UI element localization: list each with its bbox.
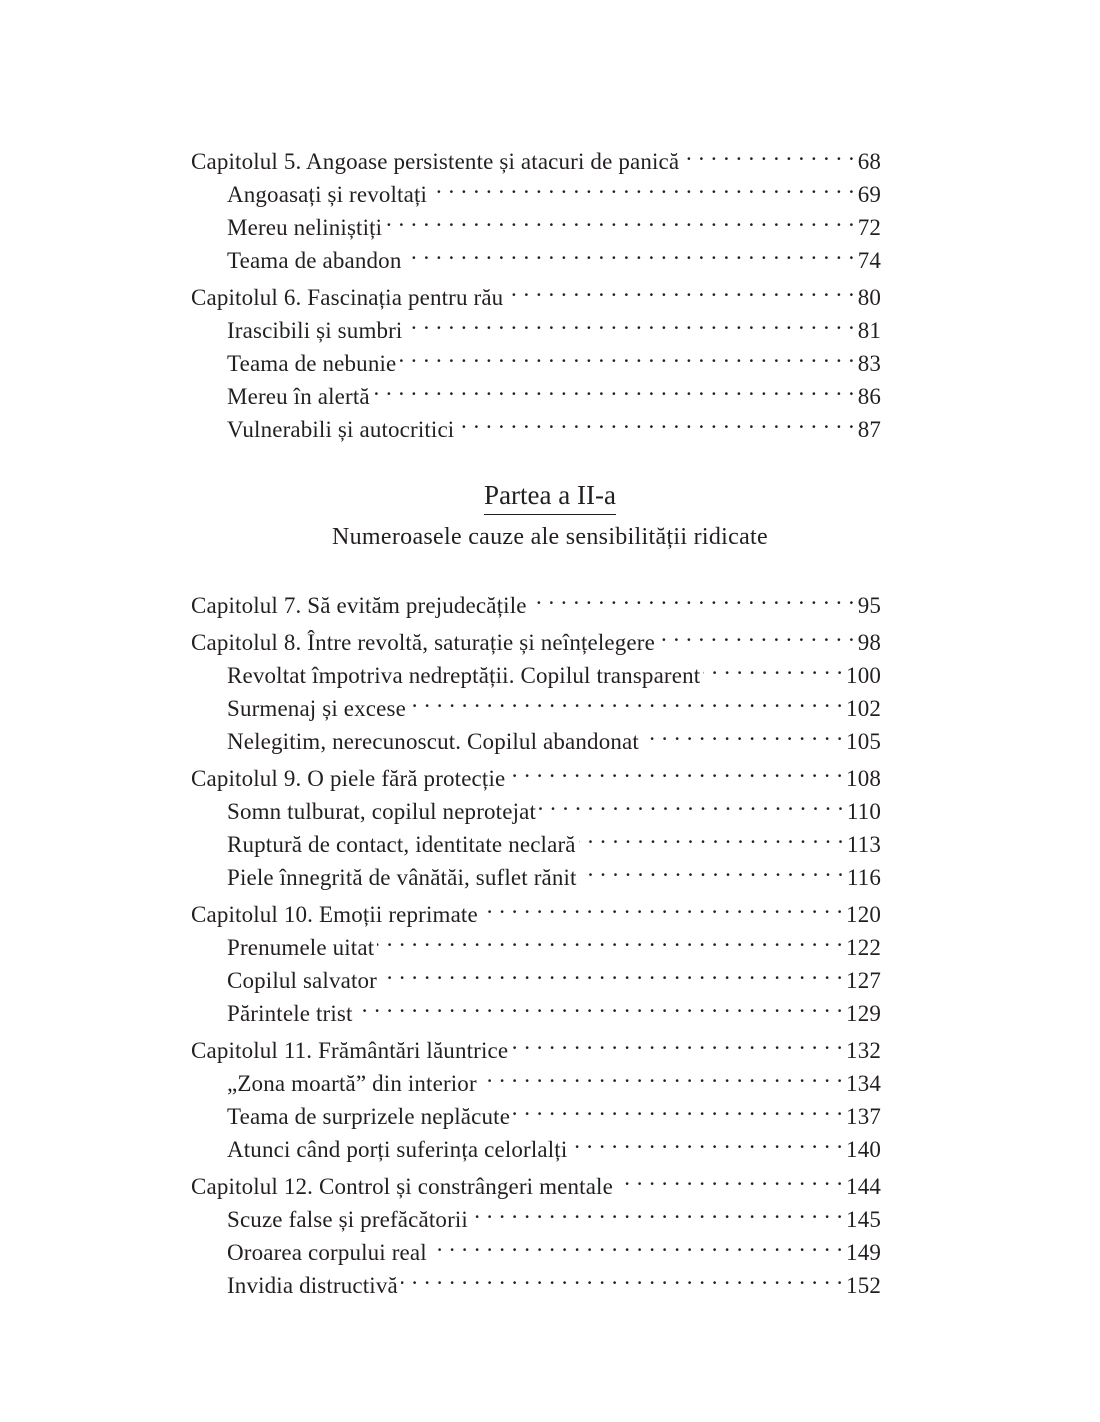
toc-entry-page-number: 100 — [846, 663, 881, 688]
toc-entry-page-number: 132 — [846, 1038, 881, 1063]
toc-section-part1 — [191, 136, 881, 442]
toc-entry-title: Capitolul 10. Emoții reprimate — [191, 902, 478, 927]
toc-entry-page-number: 145 — [846, 1207, 881, 1232]
dot-leader — [579, 819, 844, 852]
part-subtitle: Numeroasele cauze ale sensibilității ridicate — [332, 524, 768, 550]
toc-entry-page-number: 95 — [857, 593, 881, 618]
dot-leader — [682, 136, 854, 169]
toc-entry-title: Ruptură de contact, identitate neclară — [227, 832, 576, 857]
toc-entry-page-number: 87 — [857, 417, 881, 442]
dot-leader — [471, 1194, 843, 1227]
dot-leader — [409, 683, 843, 716]
toc-entry-title: Capitolul 8. Între revoltă, saturație și neînțelegere — [191, 630, 655, 655]
toc-entry-title: Capitolul 7. Să evităm prejudecățile — [191, 593, 527, 618]
toc-entry-page-number: 152 — [846, 1273, 881, 1298]
toc-entry-page-number: 122 — [846, 935, 881, 960]
part-title: Partea a II-a — [484, 478, 616, 515]
toc-entry-title: Teama de abandon — [227, 248, 402, 273]
dot-leader — [570, 1124, 843, 1157]
toc-entry-title: „Zona moartă” din interior — [227, 1071, 477, 1096]
toc-entry-title: Revoltat împotriva nedreptății. Copilul transparent — [227, 663, 701, 688]
dot-leader — [508, 753, 843, 786]
toc-entry-page-number: 69 — [857, 182, 881, 207]
toc-entry-page-number: 149 — [846, 1240, 881, 1265]
toc-entry-title: Teama de surprizele neplăcute — [227, 1104, 511, 1129]
dot-leader — [405, 305, 854, 338]
toc-entry-title: Capitolul 9. O piele fără protecție — [191, 766, 506, 791]
toc-entry-title: Angoasați și revoltați — [227, 182, 428, 207]
dot-leader — [430, 169, 855, 202]
toc-entry-title: Mereu neliniștiți — [227, 215, 383, 240]
toc-entry-page-number: 110 — [846, 799, 881, 824]
toc-entry-title: Scuze false și prefăcătorii — [227, 1207, 468, 1232]
toc-entry-page-number: 72 — [857, 215, 881, 240]
toc-section-part2 — [191, 580, 881, 1298]
toc-entry-page-number: 127 — [846, 968, 881, 993]
toc-entry-title: Capitolul 11. Frământări lăuntrice — [191, 1038, 509, 1063]
dot-leader — [380, 955, 843, 988]
dot-leader — [377, 922, 843, 955]
dot-leader — [511, 1025, 843, 1058]
toc-entry-title: Irascibili și sumbri — [227, 318, 403, 343]
toc-chapter-entry — [191, 580, 881, 618]
dot-leader — [373, 371, 855, 404]
toc-entry-title: Prenumele uitat — [227, 935, 375, 960]
dot-leader — [457, 404, 854, 437]
toc-entry-title: Părintele trist — [227, 1001, 353, 1026]
dot-leader — [703, 650, 843, 683]
part-heading — [0, 478, 1100, 515]
toc-entry-title: Somn tulburat, copilul neprotejat — [227, 799, 537, 824]
toc-entry-title: Capitolul 12. Control și constrângeri mentale — [191, 1174, 613, 1199]
dot-leader — [404, 235, 854, 268]
dot-leader — [430, 1227, 843, 1260]
dot-leader — [480, 1058, 843, 1091]
toc-entry-page-number: 105 — [846, 729, 881, 754]
dot-leader — [401, 1260, 843, 1293]
dot-leader — [513, 1091, 843, 1124]
toc-entry-title: Piele înnegrită de vânătăi, suflet rănit — [227, 865, 577, 890]
toc-entry-page-number: 81 — [857, 318, 881, 343]
toc-entry-title: Capitolul 5. Angoase persistente și atacuri de panică — [191, 149, 680, 174]
toc-entry-page-number: 86 — [857, 384, 881, 409]
toc-entry-page-number: 144 — [846, 1174, 881, 1199]
toc-entry-title: Copilul salvator — [227, 968, 377, 993]
toc-entry-title: Oroarea corpului real — [227, 1240, 427, 1265]
toc-entry-title: Surmenaj și excese — [227, 696, 406, 721]
dot-leader — [539, 786, 844, 819]
dot-leader — [506, 272, 854, 305]
dot-leader — [399, 338, 854, 371]
toc-entry-page-number: 98 — [857, 630, 881, 655]
toc-entry-page-number: 120 — [846, 902, 881, 927]
toc-entry-title: Teama de nebunie — [227, 351, 397, 376]
toc-entry-title: Invidia distructivă — [227, 1273, 398, 1298]
toc-entry-page-number: 134 — [846, 1071, 881, 1096]
toc-entry-title: Nelegitim, nerecunoscut. Copilul abandonat — [227, 729, 639, 754]
dot-leader — [385, 202, 854, 235]
toc-entry-page-number: 129 — [846, 1001, 881, 1026]
toc-entry-title: Capitolul 6. Fascinația pentru rău — [191, 285, 504, 310]
dot-leader — [658, 617, 855, 650]
toc-chapter-entry — [191, 136, 881, 174]
toc-entry-title: Atunci când porți suferința celorlalți — [227, 1137, 568, 1162]
dot-leader — [530, 580, 855, 613]
toc-entry-page-number: 68 — [857, 149, 881, 174]
toc-entry-page-number: 108 — [846, 766, 881, 791]
toc-entry-page-number: 102 — [846, 696, 881, 721]
toc-entry-page-number: 140 — [846, 1137, 881, 1162]
dot-leader — [616, 1161, 843, 1194]
toc-entry-page-number: 113 — [846, 832, 881, 857]
toc-entry-page-number: 83 — [857, 351, 881, 376]
toc-entry-page-number: 80 — [857, 285, 881, 310]
dot-leader — [642, 716, 843, 749]
toc-entry-title: Mereu în alertă — [227, 384, 370, 409]
toc-entry-page-number: 137 — [846, 1104, 881, 1129]
dot-leader — [356, 988, 844, 1021]
toc-entry-title: Vulnerabili și autocritici — [227, 417, 455, 442]
toc-entry-page-number: 116 — [846, 865, 881, 890]
toc-entry-page-number: 74 — [857, 248, 881, 273]
dot-leader — [580, 852, 844, 885]
dot-leader — [481, 889, 843, 922]
